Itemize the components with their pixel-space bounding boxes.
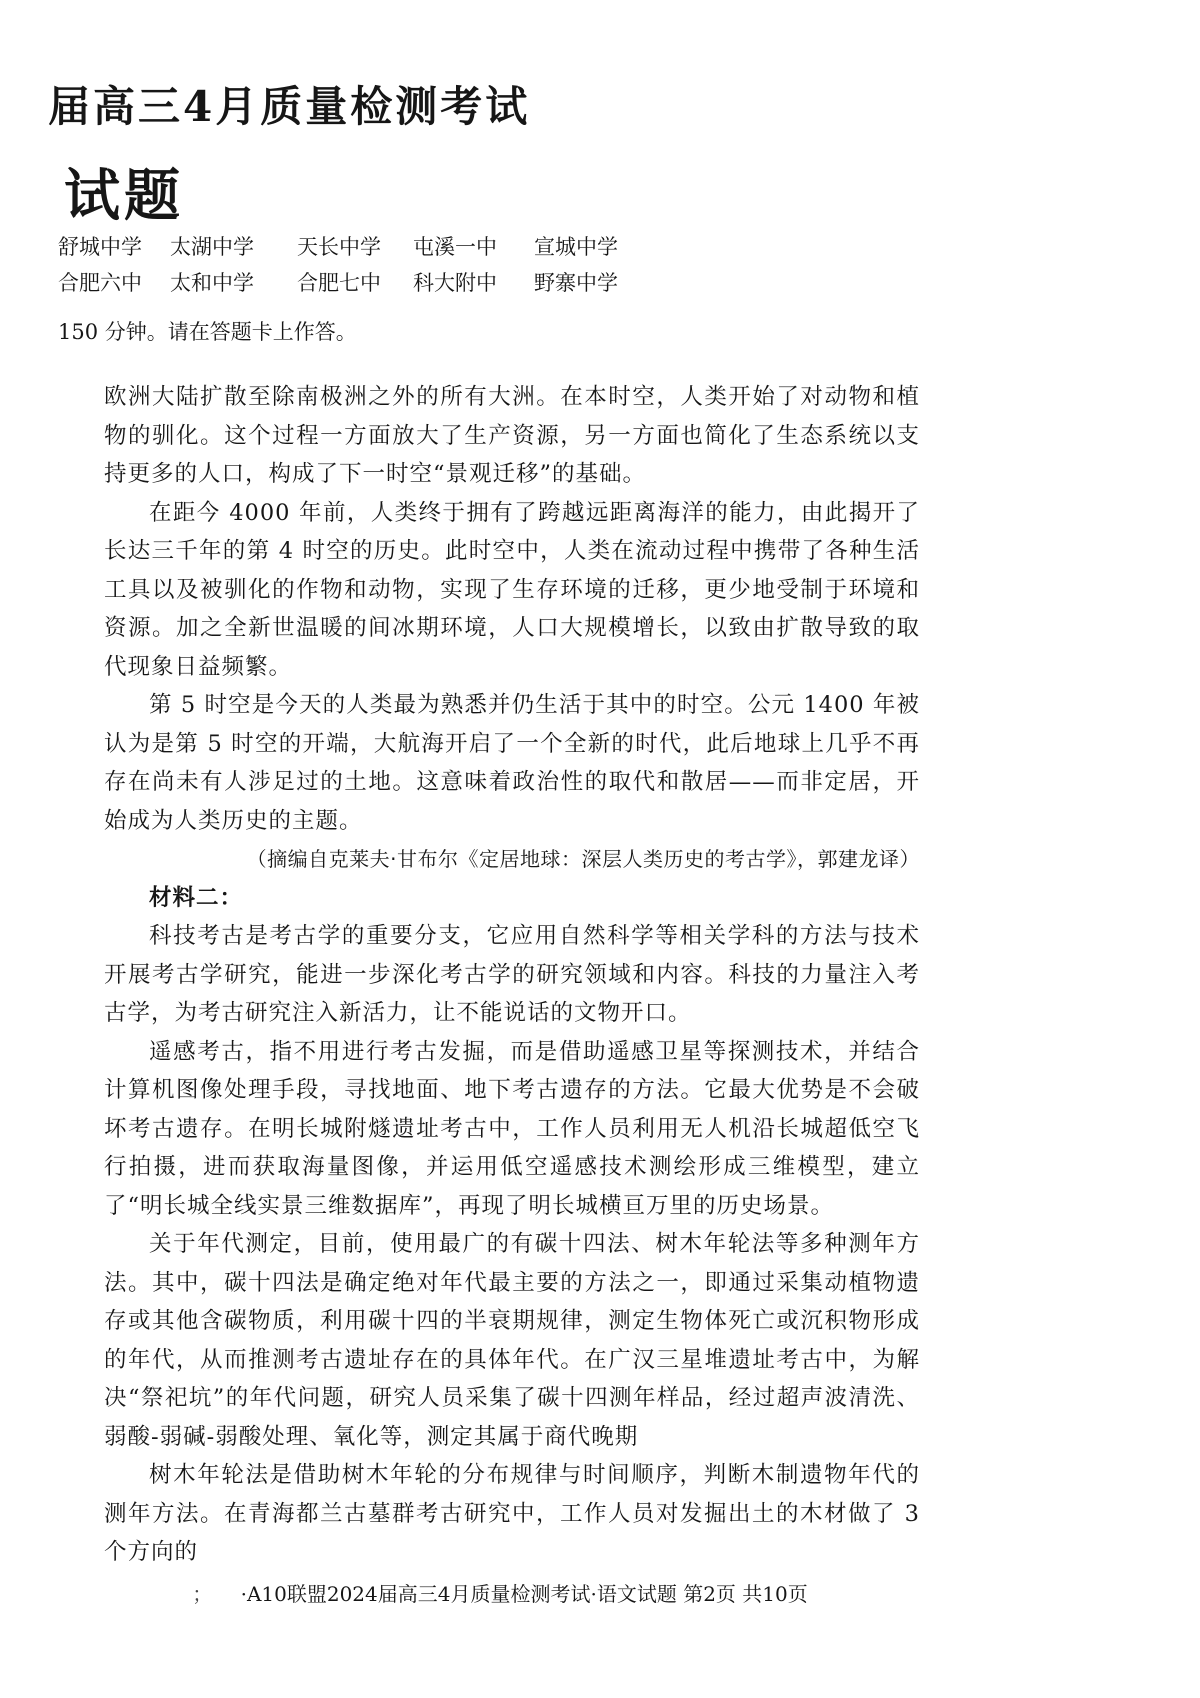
paragraph: 科技考古是考古学的重要分支，它应用自然科学等相关学科的方法与技术开展考古学研究，能进一步深化考古学的研究领域和内容。科技的力量注入考古学，为考古研究注入新活力，让不能说话的文物开口。 [104, 923, 920, 1026]
school-name: 舒城中学 [58, 235, 142, 259]
subject-title: 试题 [64, 163, 184, 229]
school-list [58, 228, 618, 300]
school-name: 宣城中学 [534, 235, 618, 259]
school-name: 科大附中 [413, 271, 497, 295]
page-footer [0, 1578, 1000, 1607]
school-name: 野寨中学 [534, 271, 618, 295]
source-citation: （摘编自克莱夫·甘布尔《定居地球：深层人类历史的考古学》，郭建龙译） [246, 847, 920, 871]
paragraph: 第 5 时空是今天的人类最为熟悉并仍生活于其中的时空。公元 1400 年被认为是第 5 时空的开端，大航海开启了一个全新的时代，此后地球上几乎不再存在尚未有人涉足过的土地。这意味着政治性的取代和散居——而非定居，开始成为人类历史的主题。 [104, 692, 920, 834]
paragraph: 关于年代测定，目前，使用最广的有碳十四法、树木年轮法等多种测年方法。其中，碳十四法是确定绝对年代最主要的方法之一，即通过采集动植物遗存或其他含碳物质，利用碳十四的半衰期规律，测定生物体死亡或沉积物形成的年代，从而推测考古遗址存在的具体年代。在广汉三星堆遗址考古中，为解决“祭祀坑”的年代问题，研究人员采集了碳十四测年样品，经过超声波清洗、弱酸-弱碱-弱酸处理、氧化等，测定其属于商代晚期 [104, 1231, 920, 1450]
footer-text: ·A10联盟2024届高三4月质量检测考试·语文试题 第2页 共10页 [240, 1582, 808, 1606]
paragraph: 树木年轮法是借助树木年轮的分布规律与时间顺序，判断木制遗物年代的测年方法。在青海都兰古墓群考古研究中，工作人员对发掘出土的木材做了 3 个方向的 [104, 1462, 920, 1565]
material-heading: 材料二： [149, 884, 244, 911]
exam-title: 届高三4月质量检测考试 [48, 82, 531, 131]
reading-material [104, 378, 920, 1572]
exam-instructions: 150 分钟。请在答题卡上作答。 [58, 320, 357, 344]
paragraph: 遥感考古，指不用进行考古发掘，而是借助遥感卫星等探测技术，并结合计算机图像处理手段，寻找地面、地下考古遗存的方法。它最大优势是不会破坏考古遗存。在明长城附燧遗址考古中，工作人员利用无人机沿长城超低空飞行拍摄，进而获取海量图像，并运用低空遥感技术测绘形成三维模型，建立了“明长城全线实景三维数据库”，再现了明长城横亘万里的历史场景。 [104, 1038, 920, 1219]
school-name: 太湖中学 [170, 235, 254, 259]
school-name: 合肥六中 [58, 271, 142, 295]
school-name: 屯溪一中 [413, 235, 497, 259]
paragraph: 欧洲大陆扩散至除南极洲之外的所有大洲。在本时空，人类开始了对动物和植物的驯化。这个过程一方面放大了生产资源，另一方面也简化了生态系统以支持更多的人口，构成了下一时空“景观迁移”的基础。 [104, 384, 920, 487]
footer-mark: ； [192, 1582, 213, 1606]
school-name: 天长中学 [297, 235, 381, 259]
paragraph: 在距今 4000 年前，人类终于拥有了跨越远距离海洋的能力，由此揭开了长达三千年的第 4 时空的历史。此时空中，人类在流动过程中携带了各种生活工具以及被驯化的作物和动物，实现了生存环境的迁移，更少地受制于环境和资源。加之全新世温暖的间冰期环境，人口大规模增长，以致由扩散导致的取代现象日益频繁。 [104, 499, 920, 680]
school-name: 太和中学 [170, 271, 254, 295]
school-row [58, 264, 618, 300]
school-row [58, 228, 618, 264]
school-name: 合肥七中 [297, 271, 381, 295]
